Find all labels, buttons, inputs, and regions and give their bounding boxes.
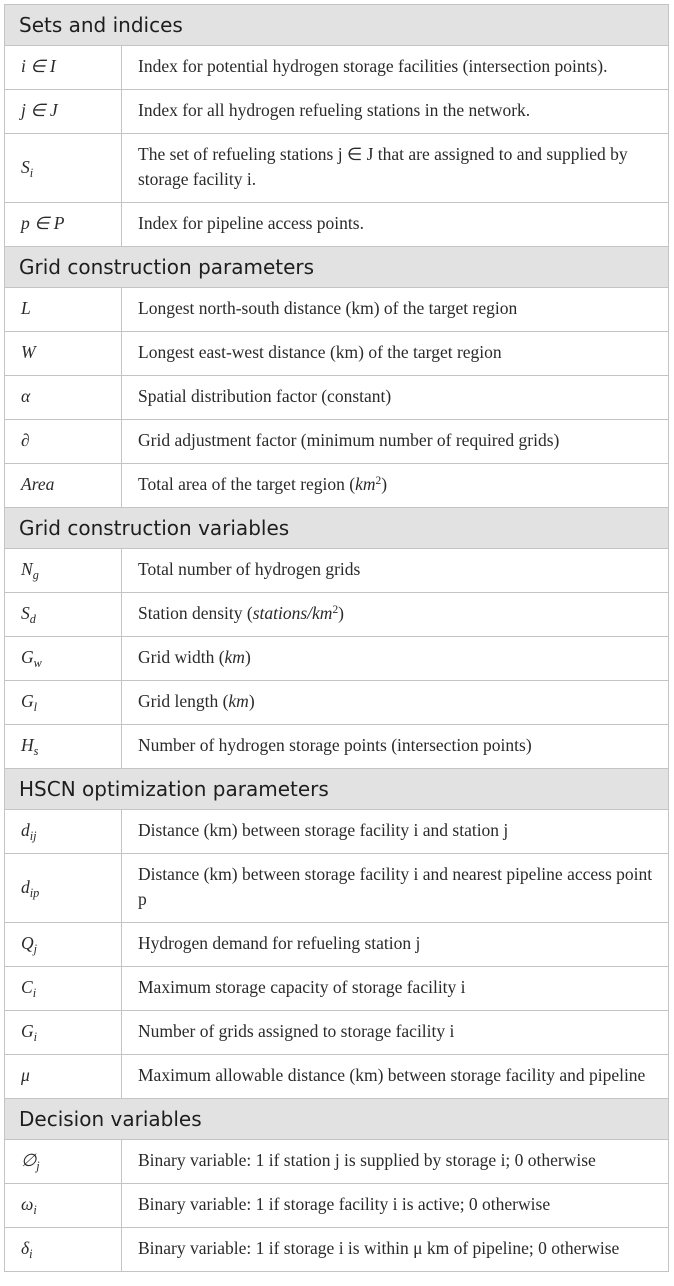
description-suffix: ) xyxy=(248,691,255,711)
description-cell xyxy=(122,593,669,637)
description: Distance (km) between storage facility i and station j xyxy=(138,820,509,840)
symbol-base: S xyxy=(21,156,30,177)
description-unit: km xyxy=(355,474,376,494)
symbol-base: S xyxy=(21,603,30,623)
symbol-cell xyxy=(5,288,122,332)
symbol-subscript: i xyxy=(33,1203,37,1217)
symbol-cell xyxy=(5,464,122,508)
symbol-subscript: g xyxy=(32,568,39,582)
notation-table xyxy=(4,4,669,1272)
symbol-cell xyxy=(5,420,122,464)
section-header-row xyxy=(5,769,669,810)
section-title: Decision variables xyxy=(5,1099,669,1140)
symbol-base: C xyxy=(21,977,33,997)
table-row xyxy=(5,681,669,725)
description: Binary variable: 1 if storage facility i is active; 0 otherwise xyxy=(138,1194,551,1214)
table-row xyxy=(5,1228,669,1272)
table-row xyxy=(5,1140,669,1184)
table-row xyxy=(5,637,669,681)
description: Hydrogen demand for refueling station j xyxy=(138,933,421,953)
symbol: Area xyxy=(21,474,55,494)
description-cell xyxy=(122,464,669,508)
symbol-subscript: j xyxy=(36,1159,40,1173)
symbol-cell xyxy=(5,376,122,420)
description-prefix: Station density ( xyxy=(138,603,253,623)
description-cell xyxy=(122,376,669,420)
description: Number of hydrogen storage points (intersection points) xyxy=(138,735,532,755)
symbol-base: d xyxy=(21,820,30,840)
table-row xyxy=(5,549,669,593)
description-cell xyxy=(122,1055,669,1099)
description-superscript: 2 xyxy=(332,604,339,616)
symbol-subscript: i xyxy=(29,1247,33,1261)
symbol-subscript: i xyxy=(29,165,34,180)
table-row xyxy=(5,90,669,134)
description: Binary variable: 1 if storage i is within μ km of pipeline; 0 otherwise xyxy=(138,1238,620,1258)
symbol-cell xyxy=(5,549,122,593)
symbol: μ xyxy=(21,1065,30,1085)
description-cell xyxy=(122,90,669,134)
description: Spatial distribution factor (constant) xyxy=(138,386,392,406)
symbol-cell xyxy=(5,90,122,134)
symbol: L xyxy=(21,298,31,318)
symbol: j ∈ J xyxy=(21,100,58,120)
description: Longest east-west distance (km) of the target region xyxy=(138,342,502,362)
description-cell xyxy=(122,1011,669,1055)
symbol-cell xyxy=(5,46,122,90)
description-cell xyxy=(122,332,669,376)
table-row xyxy=(5,203,669,247)
symbol-subscript: i xyxy=(33,1030,38,1044)
description: Grid adjustment factor (minimum number of required grids) xyxy=(138,430,560,450)
table-row xyxy=(5,810,669,854)
description: Maximum allowable distance (km) between storage facility and pipeline xyxy=(138,1065,646,1085)
table-row xyxy=(5,134,669,203)
symbol-subscript: w xyxy=(33,656,42,670)
symbol-cell xyxy=(5,203,122,247)
description-cell xyxy=(122,549,669,593)
description: The set of refueling stations j ∈ J that are assigned to and supplied by storage facility i. xyxy=(138,144,628,189)
symbol: ∂ xyxy=(21,430,30,450)
section-title: HSCN optimization parameters xyxy=(5,769,669,810)
symbol-cell xyxy=(5,810,122,854)
table-row xyxy=(5,464,669,508)
symbol-subscript: s xyxy=(33,744,39,758)
description: Index for pipeline access points. xyxy=(138,213,364,233)
table-row xyxy=(5,376,669,420)
description: Longest north-south distance (km) of the target region xyxy=(138,298,518,318)
description-cell xyxy=(122,1184,669,1228)
description-superscript: 2 xyxy=(375,475,382,487)
symbol: p ∈ P xyxy=(21,213,65,233)
section-header-row xyxy=(5,1099,669,1140)
symbol-base: G xyxy=(21,1021,34,1041)
description-suffix: ) xyxy=(244,647,251,667)
table-row xyxy=(5,725,669,769)
description-cell xyxy=(122,725,669,769)
section-title: Sets and indices xyxy=(5,5,669,46)
description: Total number of hydrogen grids xyxy=(138,559,361,579)
description-cell xyxy=(122,810,669,854)
description: Binary variable: 1 if station j is supplied by storage i; 0 otherwise xyxy=(138,1150,596,1170)
symbol-base: H xyxy=(21,735,34,755)
table-row xyxy=(5,1184,669,1228)
description: Number of grids assigned to storage facility i xyxy=(138,1021,455,1041)
description-cell xyxy=(122,854,669,923)
table-row xyxy=(5,46,669,90)
description-cell xyxy=(122,923,669,967)
description-cell xyxy=(122,134,669,203)
section-title: Grid construction variables xyxy=(5,508,669,549)
symbol-cell xyxy=(5,1228,122,1272)
description: Maximum storage capacity of storage facility i xyxy=(138,977,466,997)
description-unit: stations/km xyxy=(252,603,333,623)
table-row xyxy=(5,1011,669,1055)
section-header-row xyxy=(5,508,669,549)
description-unit: km xyxy=(224,647,245,667)
symbol-cell xyxy=(5,854,122,923)
symbol-cell xyxy=(5,1011,122,1055)
table-row xyxy=(5,854,669,923)
symbol-base: N xyxy=(21,559,33,579)
description-cell xyxy=(122,46,669,90)
symbol-cell xyxy=(5,923,122,967)
table-row xyxy=(5,593,669,637)
table-row xyxy=(5,332,669,376)
symbol: i ∈ I xyxy=(21,56,56,76)
description: Index for all hydrogen refueling stations in the network. xyxy=(138,100,531,120)
notation-table-body xyxy=(5,5,669,1272)
section-header-row xyxy=(5,5,669,46)
symbol-subscript: ij xyxy=(29,829,37,843)
symbol-subscript: l xyxy=(33,700,38,714)
table-row xyxy=(5,923,669,967)
description-cell xyxy=(122,288,669,332)
description-cell xyxy=(122,967,669,1011)
description-suffix: ) xyxy=(338,603,344,623)
description-prefix: Grid length ( xyxy=(138,691,229,711)
symbol-subscript: i xyxy=(32,986,37,1000)
symbol-cell xyxy=(5,1184,122,1228)
table-row xyxy=(5,420,669,464)
symbol-subscript: j xyxy=(33,942,38,956)
description: Index for potential hydrogen storage facilities (intersection points). xyxy=(138,56,608,76)
description-cell xyxy=(122,1228,669,1272)
description-cell xyxy=(122,1140,669,1184)
description-cell xyxy=(122,637,669,681)
symbol-cell xyxy=(5,134,122,203)
section-header-row xyxy=(5,247,669,288)
symbol-cell xyxy=(5,593,122,637)
description-cell xyxy=(122,203,669,247)
description-cell xyxy=(122,681,669,725)
description-suffix: ) xyxy=(381,474,388,494)
description: Distance (km) between storage facility i and nearest pipeline access point p xyxy=(138,864,653,909)
symbol-subscript: d xyxy=(29,612,36,626)
symbol-cell xyxy=(5,637,122,681)
symbol-cell xyxy=(5,1055,122,1099)
symbol-cell xyxy=(5,1140,122,1184)
table-row xyxy=(5,1055,669,1099)
symbol-base: ∅ xyxy=(21,1150,37,1170)
section-title: Grid construction parameters xyxy=(5,247,669,288)
symbol-base: δ xyxy=(21,1238,30,1258)
table-row xyxy=(5,288,669,332)
symbol-cell xyxy=(5,967,122,1011)
description-prefix: Grid width ( xyxy=(138,647,225,667)
description-prefix: Total area of the target region ( xyxy=(138,474,356,494)
symbol-base: d xyxy=(21,876,30,897)
symbol-cell xyxy=(5,681,122,725)
description-unit: km xyxy=(228,691,249,711)
symbol-base: Q xyxy=(21,933,34,953)
symbol: W xyxy=(21,342,36,362)
table-row xyxy=(5,967,669,1011)
symbol-base: G xyxy=(21,647,34,667)
description-cell xyxy=(122,420,669,464)
symbol: α xyxy=(21,386,31,406)
symbol-base: G xyxy=(21,691,34,711)
symbol-base: ω xyxy=(21,1194,34,1214)
symbol-cell xyxy=(5,332,122,376)
symbol-subscript: ip xyxy=(29,885,40,900)
symbol-cell xyxy=(5,725,122,769)
